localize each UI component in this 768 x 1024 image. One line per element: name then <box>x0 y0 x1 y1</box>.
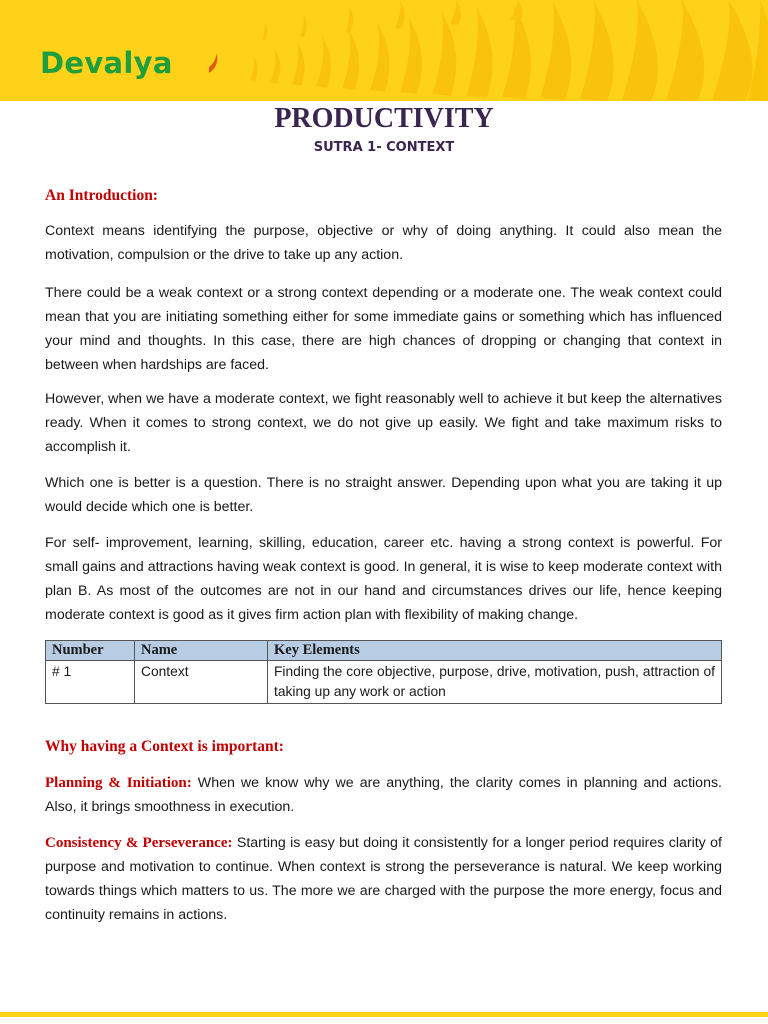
page-subtitle: SUTRA 1- CONTEXT <box>313 140 455 155</box>
intro-heading: An Introduction: <box>45 187 158 204</box>
table-header-row <box>46 641 722 661</box>
item-text: When we know why we are anything, the clarity comes in planning and actions. Also, it brings smoothness in execution. <box>45 775 722 815</box>
column-header: Key Elements <box>268 641 722 661</box>
item-lead: Consistency & Perseverance: <box>45 835 233 851</box>
intro-paragraph: For self- improvement, learning, skilling, education, career etc. having a strong context is powerful. For small gains and attractions having weak context is good. In general, it is wise to keep moderate context with plan B. As most of the outcomes are not in our hand and circumstances drives our life, hence keeping moderate context is good as it gives firm action plan with flexibility of making change. <box>45 535 722 623</box>
item-text: Starting is easy but doing it consistently for a longer period requires clarity of purpose and motivation to continue. When context is strong the perseverance is natural. We keep working towards things which matters to us. The more we are charged with the purpose the more energy, focus and continuity remains in actions. <box>45 835 722 923</box>
column-header: Name <box>135 641 268 661</box>
importance-item <box>45 831 722 927</box>
intro-paragraph: Which one is better is a question. There is no straight answer. Depending upon what you are taking it up would decide which one is better. <box>45 475 722 515</box>
table-cell: Context <box>135 661 268 704</box>
key-elements-table <box>45 640 722 704</box>
footer-line <box>0 1012 768 1017</box>
intro-paragraph: However, when we have a moderate context, we fight reasonably well to achieve it but keep the alternatives ready. When it comes to strong context, we do not give up easily. We fight and take maximum risks to accomplish it. <box>45 391 722 455</box>
table-cell: Finding the core objective, purpose, drive, motivation, push, attraction of taking up any work or action <box>268 661 722 704</box>
item-lead: Planning & Initiation: <box>45 775 192 791</box>
importance-item <box>45 771 722 819</box>
flame-logo-icon <box>206 52 220 74</box>
page-title: PRODUCTIVITY <box>274 103 494 134</box>
column-header: Number <box>46 641 135 661</box>
header-banner <box>0 0 768 101</box>
devalya-logo: Devalya <box>40 46 173 80</box>
intro-paragraph: There could be a weak context or a strong context depending or a moderate one. The weak context could mean that you are initiating something either for some immediate gains or something which has influenced your mind and thoughts. In this case, there are high chances of dropping or changing that context in between when hardships are faced. <box>45 285 722 373</box>
importance-heading: Why having a Context is important: <box>45 738 284 755</box>
table-cell: # 1 <box>46 661 135 704</box>
table-row <box>46 661 722 704</box>
intro-paragraph: Context means identifying the purpose, objective or why of doing anything. It could also mean the motivation, compulsion or the drive to take up any action. <box>45 223 722 263</box>
